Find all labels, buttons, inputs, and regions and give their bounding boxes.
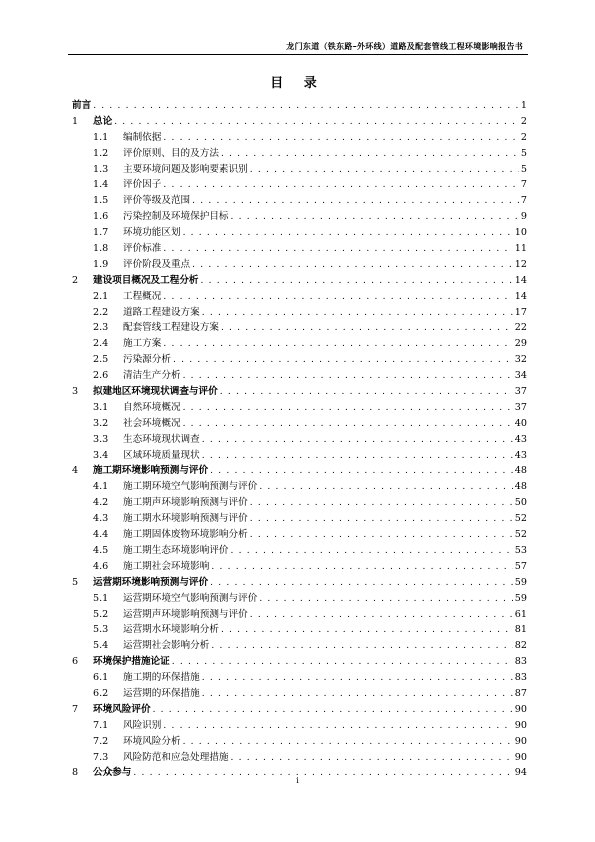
toc-entry-number: 6.2: [93, 687, 109, 699]
toc-entry-title: 公众参与: [93, 767, 132, 779]
dot-leader: [250, 165, 519, 175]
toc-entry-title: 运营期声环境影响预测与评价: [123, 608, 248, 620]
toc-section-entry[interactable]: [72, 478, 527, 494]
toc-section-entry[interactable]: [72, 717, 527, 733]
toc-entry-title: 污染控制及环境保护目标: [123, 211, 229, 223]
toc-entry-page: 82: [514, 640, 527, 652]
toc-section-entry[interactable]: [72, 669, 527, 685]
toc-entry-page: 37: [514, 401, 527, 413]
toc-entry-page: 90: [514, 719, 527, 731]
dot-leader: [173, 355, 513, 365]
toc-entry-page: 90: [514, 735, 527, 747]
toc-entry-title: 编制依据: [123, 131, 162, 143]
dot-leader: [221, 625, 513, 635]
dot-leader: [211, 641, 512, 651]
toc-section-entry[interactable]: [72, 256, 527, 272]
toc-entry-page: 59: [514, 576, 527, 588]
toc-entry-number: 1.4: [93, 179, 109, 191]
toc-entry-title: 环境功能区划: [123, 227, 181, 239]
toc-entry-title: 施工方案: [123, 338, 162, 350]
toc-entry-number: 4.4: [93, 529, 109, 541]
toc-entry-page: 11: [514, 243, 527, 255]
dot-leader: [172, 657, 513, 667]
toc-entry-title: 运营期水环境影响分析: [123, 624, 219, 636]
toc-entry-title: 清洁生产分析: [123, 370, 181, 382]
toc-entry-title: 主要环境问题及影响要素识别: [123, 163, 248, 175]
toc-section-entry[interactable]: [72, 749, 527, 765]
toc-chapter-entry[interactable]: [72, 462, 527, 478]
toc-entry-page: 29: [514, 338, 527, 350]
toc-entry-title: 运营期环境空气影响预测与评价: [123, 592, 258, 604]
dot-leader: [210, 578, 513, 588]
toc-entry-title: 拟建地区环境现状调查与评价: [93, 386, 218, 398]
toc-entry-page: 9: [520, 211, 527, 223]
toc-entry-page: 87: [514, 687, 527, 699]
toc-entry-page: 10: [514, 227, 527, 239]
toc-section-entry[interactable]: [72, 240, 527, 256]
toc-entry-title: 施工期水环境影响预测与评价: [123, 513, 248, 525]
toc-entry-number: 5.3: [93, 624, 109, 636]
dot-leader: [93, 101, 519, 111]
toc-section-entry[interactable]: [72, 161, 527, 177]
toc-entry-page: 48: [514, 481, 527, 493]
toc-entry-number: 2.5: [93, 354, 109, 366]
toc-entry-page: 12: [514, 258, 527, 270]
toc-entry-number: 3.1: [93, 401, 109, 413]
toc-section-entry[interactable]: [72, 145, 527, 161]
toc-entry-number: 4.5: [93, 544, 109, 556]
toc-chapter-entry[interactable]: [72, 653, 527, 669]
toc-section-entry[interactable]: [72, 431, 527, 447]
toc-entry-title: 施工期环境空气影响预测与评价: [123, 481, 258, 493]
toc-section-entry[interactable]: [72, 367, 527, 383]
dot-leader: [202, 451, 513, 461]
toc-section-entry[interactable]: [72, 733, 527, 749]
dot-leader: [250, 498, 513, 508]
toc-entry-number: 7: [72, 703, 79, 715]
toc-entry-page: 53: [514, 544, 527, 556]
dot-leader: [202, 435, 513, 445]
toc-section-entry[interactable]: [72, 192, 527, 208]
toc-entry-number: 2.2: [93, 306, 109, 318]
dot-leader: [202, 673, 513, 683]
toc-entry-number: 1.6: [93, 211, 109, 223]
toc-entry-number: 7.1: [93, 719, 109, 731]
toc-section-entry[interactable]: [72, 606, 527, 622]
toc-entry-page: 5: [520, 147, 527, 159]
toc-entry-number: 1.5: [93, 195, 109, 207]
toc-entry-page: 57: [514, 560, 527, 572]
running-header-title: 龙门东道（铁东路–外环线）道路及配套管线工程环境影响报告书: [286, 41, 523, 51]
toc-entry-number: 2.6: [93, 370, 109, 382]
toc-entry-title: 施工期固体废物环境影响分析: [123, 529, 248, 541]
toc-section-entry[interactable]: [72, 129, 527, 145]
toc-entry-page: 90: [514, 751, 527, 763]
toc-entry-title: 运营期环境影响预测与评价: [93, 576, 209, 588]
toc-entry-number: 7.3: [93, 751, 109, 763]
toc-section-entry[interactable]: [72, 335, 527, 351]
toc-entry-page: 7: [520, 195, 527, 207]
toc-entry-title: 施工期生态环境影响评价: [123, 544, 229, 556]
toc-section-entry[interactable]: [72, 176, 527, 192]
toc-entry-page: 90: [514, 703, 527, 715]
toc-entry-title: 评价等级及范围: [123, 195, 191, 207]
toc-entry-page: 34: [514, 370, 527, 382]
dot-leader: [231, 753, 513, 763]
toc-entry-page: 40: [514, 417, 527, 429]
toc-entry-title: 风险防范和应急处理措施: [123, 751, 229, 763]
toc-section-entry[interactable]: [72, 288, 527, 304]
dot-leader: [163, 244, 512, 254]
toc-entry-page: 37: [514, 386, 527, 398]
dot-leader: [221, 149, 519, 159]
dot-leader: [163, 339, 512, 349]
toc-entry-page: 50: [514, 497, 527, 509]
toc-entry-title: 社会环境概况: [123, 417, 181, 429]
toc-entry-number: 5.1: [93, 592, 109, 604]
dot-leader: [250, 610, 513, 620]
toc-entry-title: 前言: [72, 100, 92, 111]
toc-chapter-entry[interactable]: [72, 701, 527, 717]
table-of-contents: [72, 97, 527, 780]
dot-leader: [163, 180, 519, 190]
toc-entry-number: 4: [72, 465, 79, 477]
dot-leader: [183, 371, 513, 381]
toc-section-entry[interactable]: [72, 558, 527, 574]
dot-leader: [250, 530, 513, 540]
toc-entry-page: 52: [514, 529, 527, 541]
toc-section-entry[interactable]: [72, 494, 527, 510]
toc-entry-title: 环境保护措施论证: [93, 656, 170, 668]
toc-entry-title: 评价因子: [123, 179, 162, 191]
toc-entry-title: 评价标准: [123, 243, 162, 255]
toc-entry-number: 1.7: [93, 227, 109, 239]
toc-entry-number: 2.4: [93, 338, 109, 350]
toc-entry-title: 环境风险评价: [93, 703, 151, 715]
dot-leader: [202, 689, 513, 699]
toc-section-entry[interactable]: [72, 447, 527, 463]
toc-entry-number: 5: [72, 576, 79, 588]
dot-leader: [210, 466, 513, 476]
toc-entry-number: 1.2: [93, 147, 109, 159]
toc-entry-number: 2: [72, 274, 79, 286]
toc-entry-page: 32: [514, 354, 527, 366]
dot-leader: [231, 212, 519, 222]
toc-entry-title: 配套管线工程建设方案: [123, 322, 219, 334]
dot-leader: [153, 705, 513, 715]
toc-entry-title: 施工期的环保措施: [123, 672, 200, 684]
toc-entry-number: 2.3: [93, 322, 109, 334]
toc-entry-title: 道路工程建设方案: [123, 306, 200, 318]
toc-chapter-entry[interactable]: [72, 113, 527, 129]
toc-entry-number: 5.4: [93, 640, 109, 652]
toc-entry-title: 施工期环境影响预测与评价: [93, 465, 209, 477]
toc-section-entry[interactable]: [72, 415, 527, 431]
toc-entry-page: 2: [520, 115, 527, 127]
toc-entry-number: 6: [72, 656, 79, 668]
toc-section-entry[interactable]: [72, 351, 527, 367]
dot-leader: [202, 308, 513, 318]
toc-entry-number: 4.1: [93, 481, 109, 493]
toc-entry-number: 8: [72, 767, 79, 779]
toc-entry-number: 5.2: [93, 608, 109, 620]
toc-entry-page: 1: [520, 100, 527, 111]
toc-heading: 目 录: [270, 76, 325, 91]
toc-entry-number: 4.6: [93, 560, 109, 572]
toc-entry-title: 工程概况: [123, 290, 162, 302]
toc-entry-title: 评价阶段及重点: [123, 258, 191, 270]
toc-entry-title: 建设项目概况及工程分析: [93, 274, 199, 286]
toc-section-entry[interactable]: [72, 224, 527, 240]
toc-section-entry[interactable]: [72, 208, 527, 224]
toc-section-entry[interactable]: [72, 621, 527, 637]
toc-entry-page: 2: [520, 131, 527, 143]
toc-entry-number: 3.4: [93, 449, 109, 461]
toc-entry-number: 3.3: [93, 433, 109, 445]
toc-entry-title: 自然环境概况: [123, 401, 181, 413]
toc-entry-title: 运营期社会影响分析: [123, 640, 210, 652]
toc-entry-title: 生态环境现状调查: [123, 433, 200, 445]
toc-entry-page: 48: [514, 465, 527, 477]
toc-entry-number: 7.2: [93, 735, 109, 747]
dot-leader: [192, 196, 519, 206]
toc-entry-number: 4.2: [93, 497, 109, 509]
toc-entry-page: 43: [514, 433, 527, 445]
toc-entry-page: 61: [514, 608, 527, 620]
dot-leader: [163, 292, 512, 302]
toc-section-entry[interactable]: [72, 510, 527, 526]
dot-leader: [211, 562, 512, 572]
toc-entry-page: 14: [514, 274, 527, 286]
toc-entry-page: 5: [520, 163, 527, 175]
toc-entry-page: 52: [514, 513, 527, 525]
toc-entry-number: 1.8: [93, 243, 109, 255]
toc-entry-page: 59: [514, 592, 527, 604]
dot-leader: [220, 387, 513, 397]
dot-leader: [114, 117, 519, 127]
toc-section-entry[interactable]: [72, 526, 527, 542]
toc-entry-number: 1.1: [93, 131, 109, 143]
dot-leader: [201, 276, 513, 286]
toc-section-entry[interactable]: [72, 304, 527, 320]
dot-leader: [163, 721, 512, 731]
toc-entry-page: 43: [514, 449, 527, 461]
toc-chapter-entry[interactable]: [72, 383, 527, 399]
toc-entry-preface[interactable]: [72, 97, 527, 113]
dot-leader: [250, 514, 513, 524]
dot-leader: [231, 546, 513, 556]
toc-entry-title: 污染源分析: [123, 354, 171, 366]
toc-entry-page: 7: [520, 179, 527, 191]
header-rule: [68, 54, 528, 55]
toc-entry-title: 风险识别: [123, 719, 162, 731]
dot-leader: [221, 323, 513, 333]
toc-entry-number: 6.1: [93, 672, 109, 684]
toc-entry-page: 94: [514, 767, 527, 779]
toc-entry-page: 83: [514, 656, 527, 668]
dot-leader: [183, 403, 513, 413]
toc-entry-number: 4.3: [93, 513, 109, 525]
toc-entry-page: 83: [514, 672, 527, 684]
toc-entry-page: 17: [514, 306, 527, 318]
dot-leader: [183, 228, 513, 238]
dot-leader: [163, 133, 519, 143]
dot-leader: [183, 419, 513, 429]
toc-entry-number: 3.2: [93, 417, 109, 429]
page-number: i: [296, 776, 299, 785]
toc-entry-title: 施工期声环境影响预测与评价: [123, 497, 248, 509]
toc-entry-page: 14: [514, 290, 527, 302]
toc-section-entry[interactable]: [72, 399, 527, 415]
dot-leader: [192, 260, 513, 270]
toc-entry-number: 1.9: [93, 258, 109, 270]
toc-chapter-entry[interactable]: [72, 272, 527, 288]
dot-leader: [259, 482, 512, 492]
toc-entry-title: 运营期的环保措施: [123, 687, 200, 699]
toc-entry-title: 施工期社会环境影响: [123, 560, 210, 572]
toc-chapter-entry[interactable]: [72, 574, 527, 590]
dot-leader: [259, 594, 512, 604]
toc-entry-number: 1: [72, 115, 79, 127]
toc-section-entry[interactable]: [72, 319, 527, 335]
toc-entry-page: 81: [514, 624, 527, 636]
toc-section-entry[interactable]: [72, 542, 527, 558]
toc-entry-title: 环境风险分析: [123, 735, 181, 747]
toc-section-entry[interactable]: [72, 637, 527, 653]
toc-entry-title: 区域环境质量现状: [123, 449, 200, 461]
toc-section-entry[interactable]: [72, 590, 527, 606]
dot-leader: [183, 737, 513, 747]
toc-entry-number: 1.3: [93, 163, 109, 175]
toc-section-entry[interactable]: [72, 685, 527, 701]
toc-entry-title: 总论: [93, 115, 113, 127]
toc-entry-title: 评价原则、目的及方法: [123, 147, 219, 159]
toc-entry-page: 22: [514, 322, 527, 334]
toc-entry-number: 3: [72, 386, 79, 398]
toc-entry-number: 2.1: [93, 290, 109, 302]
